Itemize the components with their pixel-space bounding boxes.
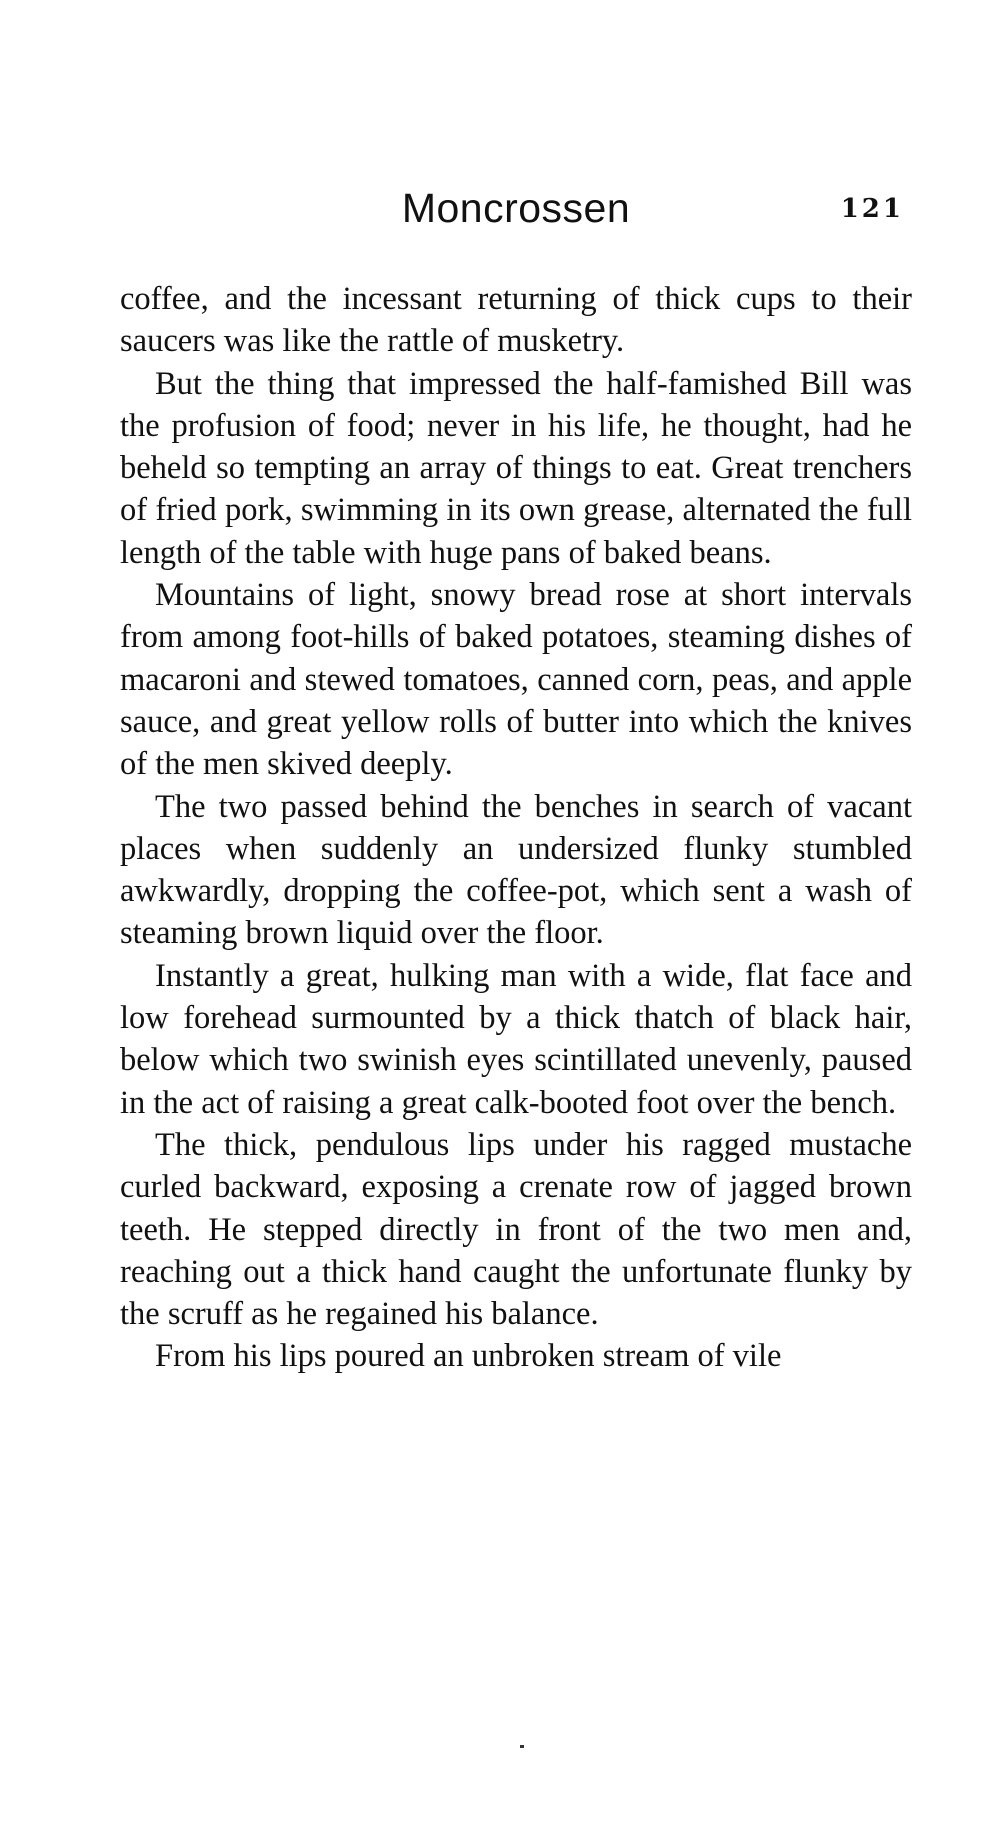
paragraph-7: From his lips poured an unbroken stream of vile: [155, 1338, 782, 1375]
body-text: [120, 278, 912, 1378]
running-head: [120, 183, 912, 233]
paragraph-1: coffee, and the incessant returning of thick cups to their saucers was like the rattle of musketry.: [120, 281, 912, 360]
stray-ink-mark: [520, 1745, 524, 1748]
running-title: Moncrossen: [401, 185, 631, 231]
paragraph-4: The two passed behind the benches in search of vacant places when suddenly an undersized flunky stumbled awkwardly, dropping the coffee-pot, which sent a wash of steaming brown liquid over the floor.: [120, 788, 912, 952]
paragraph-5: Instantly a great, hulking man with a wide, flat face and low forehead surmounted by a thick thatch of black hair, below which two swinish eyes scintillated unevenly, paused in the act of raising a great calk-booted foot over the bench.: [120, 957, 912, 1121]
paragraph-2: But the thing that impressed the half-famished Bill was the profusion of food; never in his life, he thought, had he beheld so tempting an array of things to eat. Great trenchers of fried pork, swimming in its own grease, alternated the full length of the table with huge pans of baked beans.: [120, 365, 912, 571]
paragraph-6: The thick, pendulous lips under his ragged mustache curled backward, exposing a crenate row of jagged brown teeth. He stepped directly in front of the two men and, reaching out a thick hand caught the unfortunate flunky by the scruff as he regained his balance.: [120, 1126, 912, 1333]
paragraph-3: Mountains of light, snowy bread rose at short intervals from among foot-hills of baked potatoes, steaming dishes of macaroni and stewed tomatoes, canned corn, peas, and apple sauce, and great yellow rolls of butter into which the knives of the men skived deeply.: [120, 577, 912, 783]
page-number: 121: [840, 194, 904, 224]
